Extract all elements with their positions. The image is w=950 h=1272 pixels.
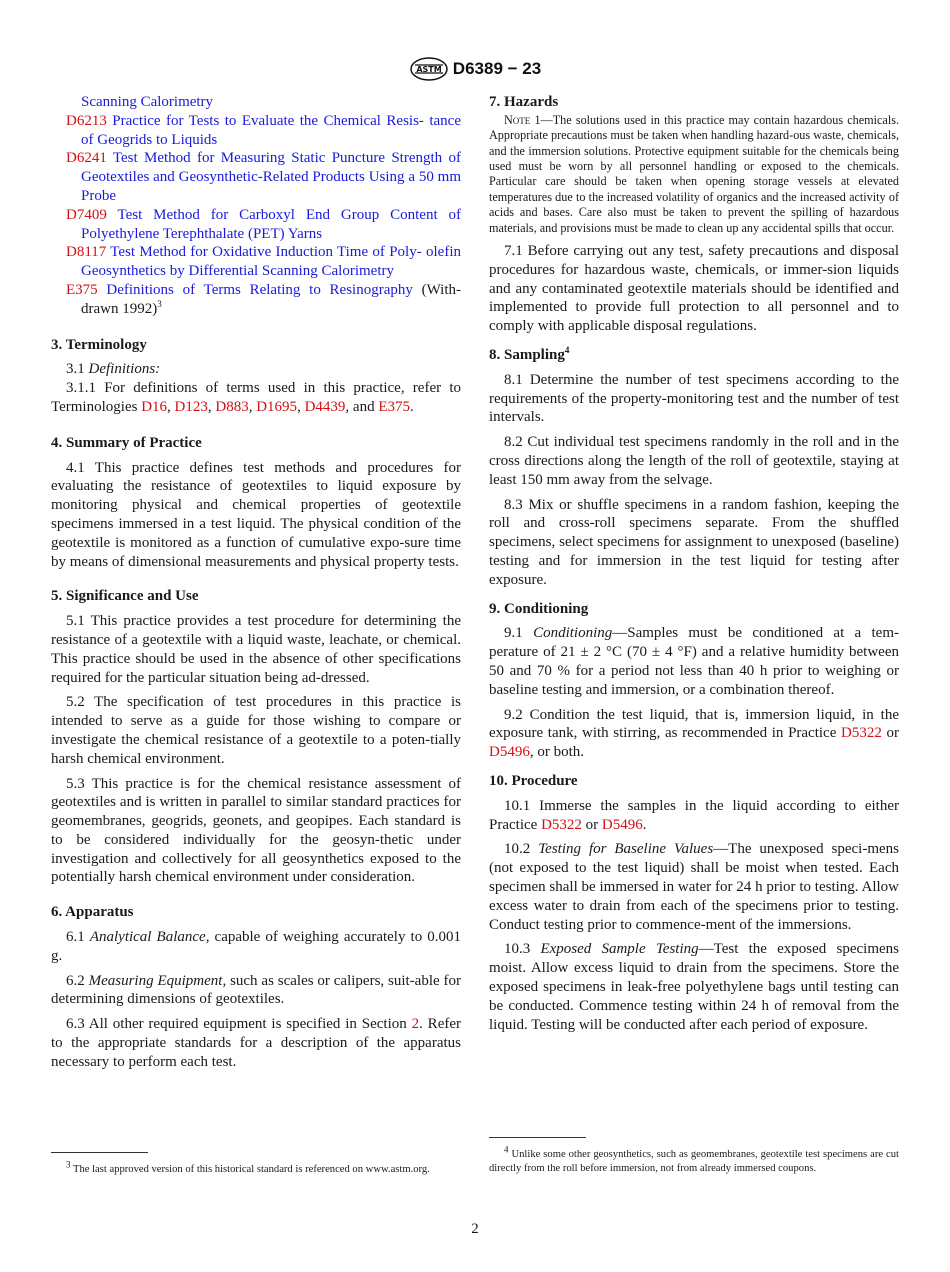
- ref-link[interactable]: D5322: [541, 816, 582, 833]
- paragraph-3-1: 3.1 Definitions:: [66, 361, 161, 378]
- paragraph-10-1: 10.1 Immerse the samples in the liquid according to either Practice D5322 or D5496.: [489, 797, 899, 833]
- paragraph-5-3: 5.3 This practice is for the chemical resistance assessment of geotextiles and is written in parallel to similar standard practices for geomembranes, geogrids, geonets, and geopipes. Each standard is to be considered individually for the geosyn-thetic under investigation and collectively for all geosynthetics exposed to the potentially harsh chemical environment under consideration.: [51, 775, 461, 886]
- ref-link[interactable]: D16: [141, 398, 168, 415]
- footnote-3: $^3$ The last approved version of this historical standard is referenced on www.astm.org.: [66, 1159, 430, 1175]
- reference-item[interactable]: E375 Definitions of Terms Relating to Resinography (With- drawn 1992)$^3$: [66, 281, 461, 317]
- ref-link[interactable]: D5322: [841, 725, 882, 742]
- svg-text:ASTM: ASTM: [416, 65, 442, 74]
- paragraph-3-1-1: 3.1.1 For definitions of terms used in this practice, refer to Terminologies D16, D123, D883, D1695, D4439, and E375.: [51, 380, 461, 415]
- paragraph-6-2: 6.2 Measuring Equipment, such as scales or calipers, suit-able for determining dimensions of geotextiles.: [51, 972, 462, 1008]
- left-footnote: [51, 1152, 461, 1177]
- footnote-rule: [489, 1137, 586, 1138]
- section-heading-significance: 5. Significance and Use: [51, 588, 199, 605]
- section-heading-terminology: 3. Terminology: [51, 336, 147, 353]
- section-heading-procedure: 10. Procedure: [489, 772, 578, 789]
- paragraph-5-1: 5.1 This practice provides a test procedure for determining the resistance of a geotextile with a liquid waste, leachate, or chemical. This practice should be used in the absence of other specifications required for the particular situation being ad-dressed.: [51, 613, 461, 686]
- reference-item[interactable]: D6241 Test Method for Measuring Static Puncture Strength of Geotextiles and Geosynthetic-Related Products Using a 50 mm Probe: [66, 150, 461, 204]
- ref-link[interactable]: D123: [174, 398, 208, 415]
- standard-designation: D6389 − 23: [452, 59, 542, 78]
- paragraph-8-1: 8.1 Determine the number of test specimens according to the requirements of the property-monitoring test and the number of test intervals.: [489, 371, 899, 426]
- paragraph-10-2: 10.2 Testing for Baseline Values—The unexposed speci-mens (not exposed to the test liquid) shall be moist when tested. Each specimen shall be immersed in water for 24 h prior to testing. Allow excess water to drain from each of the specimens prior to testing. Conduct testing prior to commence-ment of the immersions.: [489, 841, 899, 933]
- reference-item[interactable]: D8117 Test Method for Oxidative Induction Time of Poly- olefin Geosynthetics by Differential Scanning Calorimetry: [66, 244, 462, 280]
- page-number: 2: [471, 1221, 479, 1237]
- right-footnote: [489, 1137, 899, 1176]
- section-heading-summary: 4. Summary of Practice: [51, 434, 202, 451]
- paragraph-4-1: 4.1 This practice defines test methods and procedures for evaluating the resistance of geotextiles to liquid exposure by monitoring physical and chemical properties of geotextile specimens immersed in a test liquid. The physical condition of the geotextile is monitored as a function of cumulative expo-sure time by means of dimensional measurements and physical property tests.: [51, 459, 461, 570]
- paragraph-9-2: 9.2 Condition the test liquid, that is, immersion liquid, in the exposure tank, with stirring, as recommended in Practice D5322 or D5496, or both.: [489, 706, 899, 761]
- left-column: [51, 93, 461, 1072]
- footnote-rule: [51, 1152, 148, 1153]
- reference-continuation: Scanning Calorimetry: [81, 94, 214, 110]
- ref-link[interactable]: D5496: [601, 816, 643, 833]
- ref-link[interactable]: D1695: [256, 398, 298, 415]
- reference-item[interactable]: D7409 Test Method for Carboxyl End Group Content of Polyethylene Terephthalate (PET) Yarns: [66, 206, 461, 242]
- section-heading-apparatus: 6. Apparatus: [51, 904, 134, 921]
- right-column: [489, 93, 899, 1034]
- paragraph-10-3: 10.3 Exposed Sample Testing—Test the exposed specimens moist. Allow excess liquid to drain from the specimens. Store the exposed specimens in leak-free polyethylene bags until testing can be conducted. Commence testing within 24 h of removal from the liquid. Testing will be conducted after each period of exposure.: [489, 941, 899, 1033]
- footnote-4: $^4$ Unlike some other geosynthetics, such as geomembranes, geotextile test specimens are cut directly from the roll before immersion, not from already immersed coupons.: [489, 1144, 899, 1174]
- reference-item[interactable]: D6213 Practice for Tests to Evaluate the Chemical Resis- tance of Geogrids to Liquids: [66, 112, 461, 148]
- ref-link[interactable]: D4439: [304, 398, 346, 415]
- paragraph-7-1: 7.1 Before carrying out any test, safety precautions and disposal procedures for hazardous waste, chemicals, or immer-sion liquids and any contaminated geotextile materials should be identified and implemented to provide full protection to all personnel and to comply with applicable disposal regulations.: [489, 243, 899, 335]
- astm-logo-icon: [409, 56, 449, 82]
- ref-link[interactable]: D883: [215, 398, 249, 415]
- ref-link[interactable]: 2: [411, 1016, 420, 1033]
- ref-link[interactable]: D5496: [489, 744, 530, 761]
- paragraph-6-3: 6.3 All other required equipment is specified in Section 2. Refer to the appropriate standards for a description of the apparatus necessary to perform each test.: [51, 1016, 461, 1070]
- paragraph-9-1: 9.1 Conditioning—Samples must be conditioned at a tem-perature of 21 ± 2 °C (70 ± 4 °F) and a relative humidity between 50 and 70 % for a period not less than 40 h prior to weighing or baseline testing and immersion, or a combination thereof.: [489, 625, 900, 698]
- paragraph-5-2: 5.2 The specification of test procedures in this practice is intended to serve as a guide for those wishing to compare or investigate the chemical resistance of a geotextile to a poten-tially harsh chemical environment.: [51, 694, 461, 767]
- ref-link[interactable]: E375: [378, 398, 410, 415]
- section-heading-conditioning: 9. Conditioning: [489, 600, 589, 617]
- paragraph-6-1: 6.1 Analytical Balance, capable of weighing accurately to 0.001 g.: [51, 929, 462, 964]
- section-heading-sampling: 8. Sampling$^4$: [489, 345, 570, 364]
- paragraph-8-3: 8.3 Mix or shuffle specimens in a random fashion, keeping the roll and cross-roll specimens separate. From the shuffled specimens, select specimens for assignment to unexposed (baseline) testing and for immersion in the test liquid for testing after exposure.: [489, 496, 899, 588]
- paragraph-8-2: 8.2 Cut individual test specimens randomly in the roll and in the cross directions along the length of the roll of geotextile, staying at least 150 mm away from the selvage.: [489, 434, 899, 488]
- note-1: Note 1—The solutions used in this practice may contain hazardous chemicals. Appropriate precautions must be taken when handling hazard-ous waste, chemicals, and the immersion solutions. Protective equipment suitable for the chemicals being used must be worn by all personnel handling or exposed to the chemicals. Particular care should be taken when opening storage vessels at elevated temperatures due to the increased volatility of organics and the increased activity of acids and bases. Care also must be taken to prevent the spilling of hazardous materials, and provisions must be made to clean up any accidental spills that occur.: [489, 112, 900, 235]
- page-header: [0, 56, 950, 82]
- section-heading-hazards: 7. Hazards: [489, 94, 559, 110]
